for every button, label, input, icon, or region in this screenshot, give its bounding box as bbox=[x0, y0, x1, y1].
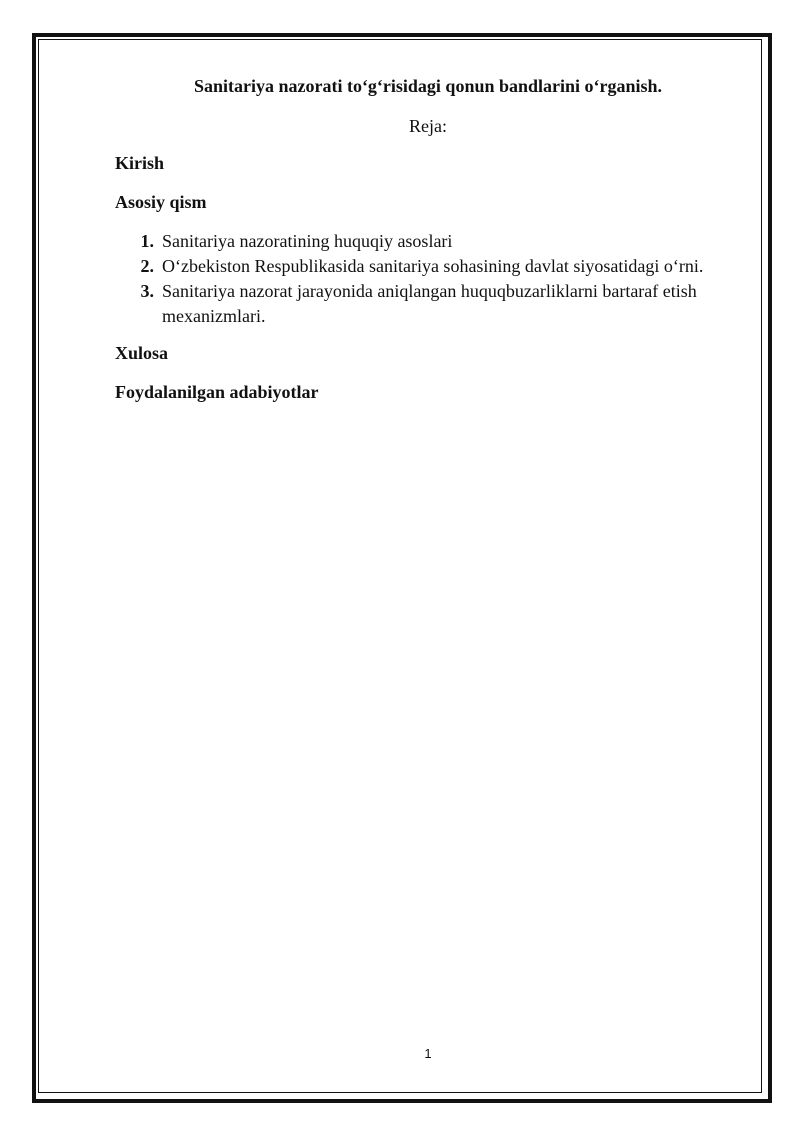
section-conclusion: Xulosa bbox=[115, 343, 169, 363]
plan-item-2 bbox=[115, 254, 735, 279]
plan-item-text: Sanitariya nazoratining huquqiy asoslari bbox=[162, 231, 453, 251]
plan-item-number: 2. bbox=[140, 256, 154, 276]
section-intro: Kirish bbox=[115, 153, 165, 173]
plan-heading: Reja: bbox=[409, 116, 447, 136]
page-number: 1 bbox=[424, 1046, 432, 1061]
plan-item-1 bbox=[115, 229, 735, 254]
plan-item-text: O‘zbekiston Respublikasida sanitariya sohasining davlat siyosatidagi o‘rni. bbox=[162, 256, 704, 276]
plan-item-text: Sanitariya nazorat jarayonida aniqlangan huquqbuzarliklarni bartaraf etish mexanizmlari. bbox=[162, 281, 697, 326]
document-title: Sanitariya nazorati to‘g‘risidagi qonun bandlarini o‘rganish. bbox=[193, 76, 663, 96]
section-references: Foydalanilgan adabiyotlar bbox=[115, 382, 319, 402]
plan-item-3 bbox=[115, 279, 735, 329]
section-main: Asosiy qism bbox=[115, 192, 207, 212]
plan-item-number: 1. bbox=[140, 231, 154, 251]
plan-item-number: 3. bbox=[140, 281, 154, 301]
plan-list bbox=[115, 229, 735, 329]
